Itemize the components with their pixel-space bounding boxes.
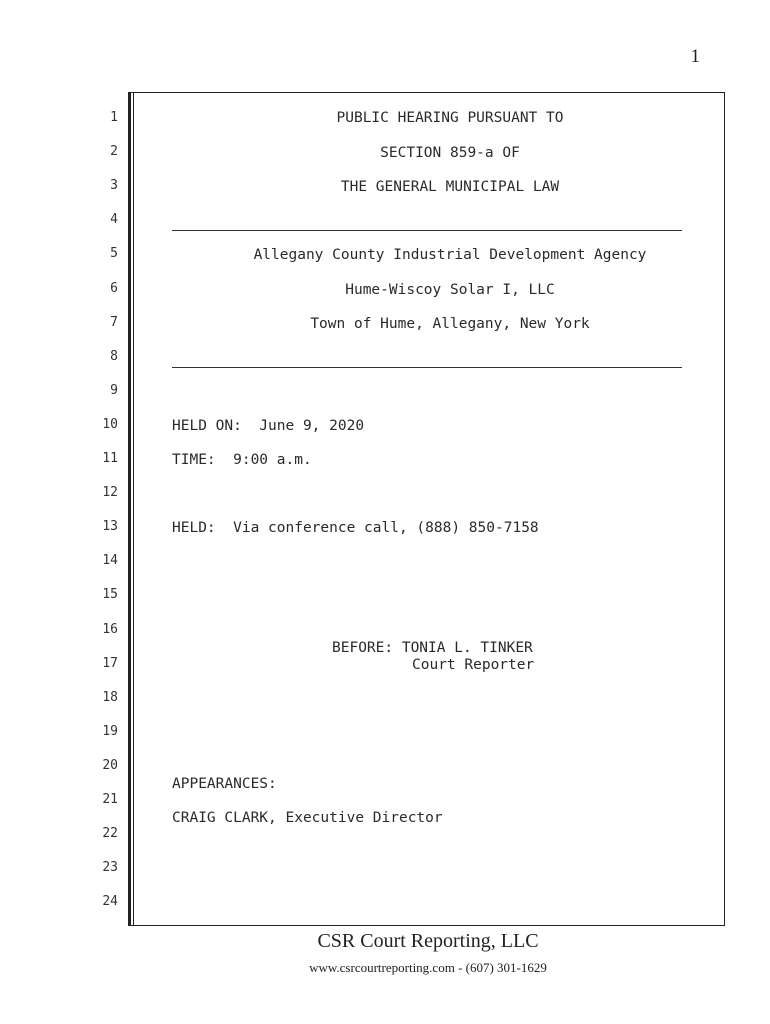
line-number: 17	[102, 655, 118, 671]
reporter-title: Court Reporter	[412, 657, 535, 673]
line-number: 9	[110, 382, 118, 398]
line-number: 19	[102, 723, 118, 739]
line-number: 15	[102, 587, 118, 603]
line-number: 2	[110, 144, 118, 160]
location: Town of Hume, Allegany, New York	[310, 316, 590, 332]
footer-contact: www.csrcourtreporting.com - (607) 301-1629	[309, 960, 547, 975]
heading-line-1: PUBLIC HEARING PURSUANT TO	[336, 110, 564, 126]
line-number: 16	[102, 621, 118, 637]
line-number: 4	[110, 212, 118, 228]
footer-company: CSR Court Reporting, LLC	[317, 930, 539, 952]
line-number: 18	[102, 689, 118, 705]
line-number: 8	[110, 348, 118, 364]
line-number: 11	[102, 451, 118, 466]
divider-top	[172, 230, 682, 231]
line-number: 12	[102, 485, 118, 501]
line-number: 5	[110, 246, 118, 262]
held-via: HELD: Via conference call, (888) 850-7158	[172, 520, 539, 536]
held-on: HELD ON: June 9, 2020	[172, 418, 365, 434]
line-number: 7	[110, 314, 118, 330]
heading-line-2: SECTION 859-a OF	[380, 145, 520, 161]
company-name: Hume-Wiscoy Solar I, LLC	[345, 282, 555, 298]
line-number: 10	[102, 416, 118, 432]
line-number: 3	[110, 178, 118, 194]
line-number: 21	[102, 792, 118, 807]
line-number: 13	[102, 519, 118, 535]
heading-line-3: THE GENERAL MUNICIPAL LAW	[340, 179, 560, 195]
divider-bottom	[172, 367, 682, 368]
line-number: 1	[110, 110, 118, 125]
line-number: 20	[102, 757, 118, 773]
line-number: 14	[102, 553, 118, 569]
time: TIME: 9:00 a.m.	[172, 452, 312, 468]
line-number: 23	[102, 860, 118, 876]
line-number: 6	[110, 280, 118, 296]
agency-name: Allegany County Industrial Development Agency	[253, 247, 647, 263]
appearance-person: CRAIG CLARK, Executive Director	[172, 810, 443, 826]
transcript-frame	[128, 92, 725, 926]
line-number: 24	[102, 894, 118, 910]
line-number: 22	[102, 826, 118, 842]
appearances-label: APPEARANCES:	[172, 776, 277, 792]
before-reporter: BEFORE: TONIA L. TINKER	[332, 640, 533, 656]
page-number: 1	[690, 46, 700, 67]
